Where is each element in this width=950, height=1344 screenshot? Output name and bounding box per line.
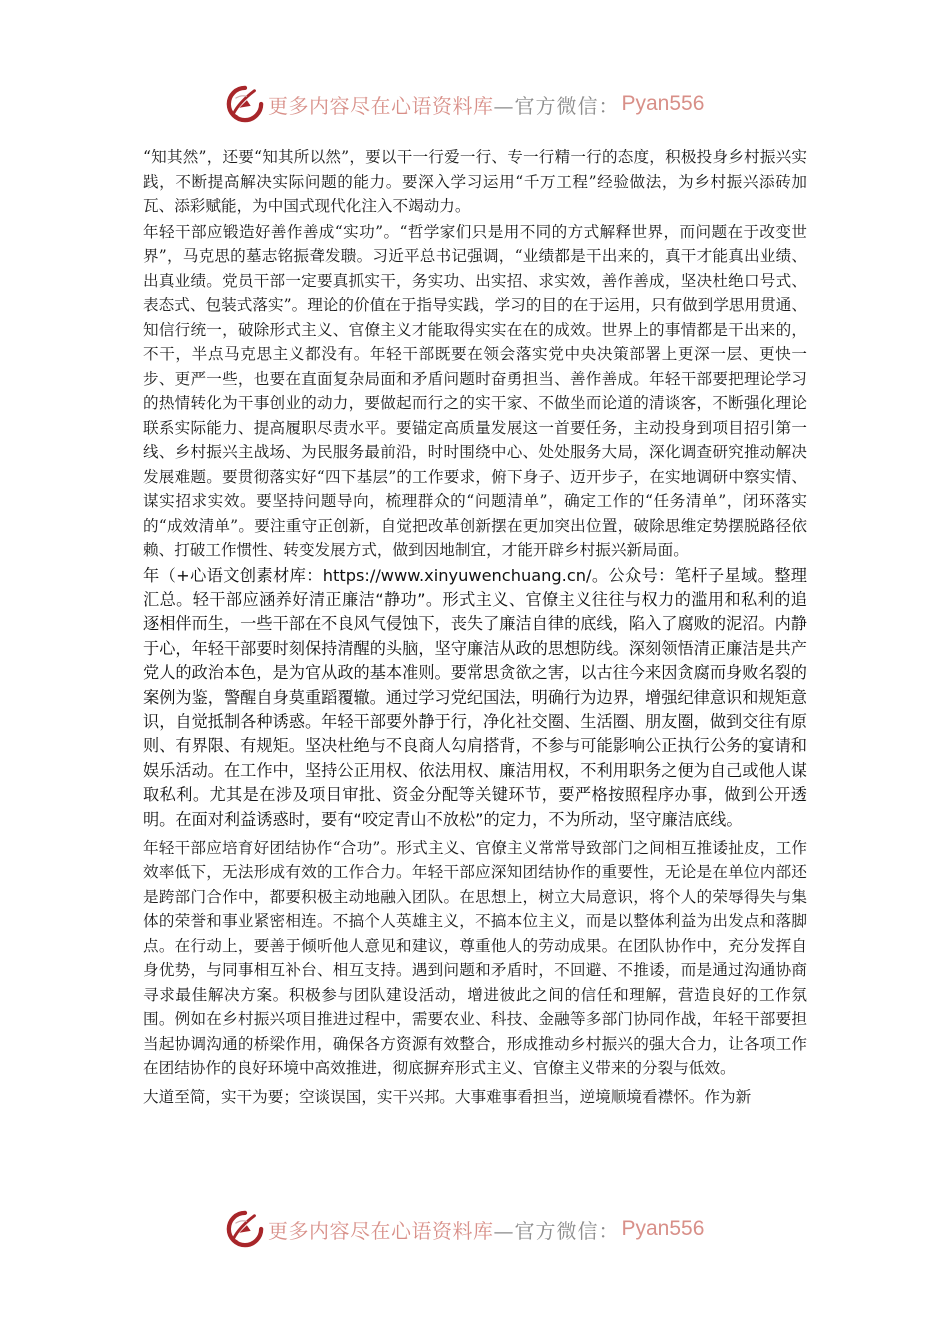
watermark-wechat-label: —官方微信： <box>493 1218 620 1243</box>
watermark-wechat-label: —官方微信： <box>493 93 620 118</box>
document-body <box>143 145 807 1109</box>
footer-watermark <box>226 1207 726 1251</box>
paragraph-zhiqiran: “知其然”，还要“知其所以然”，要以干一行爱一行、专一行精一行的态度，积极投身乡村振兴实践，不断提高解决实际问题的能力。要深入学习运用“千万工程”经验做法，为乡村振兴添砖加瓦、添彩赋能，为中国式现代化注入不竭动力。 <box>143 148 807 215</box>
watermark-library-text: 更多内容尽在心语资料库 <box>268 1218 494 1243</box>
watermark-wechat-id: Pyan556 <box>621 92 705 115</box>
paragraph-shigong: 年轻干部应锻造好善作善成“实功”。“哲学家们只是用不同的方式解释世界，而问题在于改变世界”，马克思的墓志铭振聋发聩。习近平总书记强调，“业绩都是干出来的，真干才能真出业绩、出真业绩。党员干部一定要真抓实干，务实功、出实招、求实效，善作善成，坚决杜绝口号式、表态式、包装式落实”。理论的价值在于指导实践，学习的目的在于运用，只有做到学思用贯通、知信行统一，破除形式主义、官僚主义才能取得实实在在的成效。世界上的事情都是干出来的，不干，半点马克思主义都没有。年轻干部既要在领会落实党中央决策部署上更深一层、更快一步、更严一些，也要在直面复杂局面和矛盾问题时奋勇担当、善作善成。年轻干部要把理论学习的热情转化为干事创业的动力，要做起而行之的实干家、不做坐而论道的清谈客，不断强化理论联系实际能力、提高履职尽责水平。要锚定高质量发展这一首要任务，主动投身到项目招引第一线、乡村振兴主战场、为民服务最前沿，时时围绕中心、处处服务大局，深化调查研究推动解决发展难题。要贯彻落实好“四下基层”的工作要求，俯下身子、迈开步子，在实地调研中察实情、谋实招求实效。要坚持问题导向，梳理群众的“问题清单”，确定工作的“任务清单”，闭环落实的“成效清单”。要注重守正创新，自觉把改革创新摆在更加突出位置，破除思维定势摆脱路径依赖、打破工作惯性、转变发展方式，做到因地制宜，才能开辟乡村振兴新局面。 <box>143 222 807 559</box>
paragraph-jinggong: 年（+心语文创素材库：https://www.xinyuwenchuang.cn/。公众号：笔杆子星域。整理汇总。轻干部应涵养好清正廉洁“静功”。形式主义、官僚主义往往与权力的滥用和私利的追逐相伴而生，一些干部在不良风气侵蚀下，丧失了廉洁自律的底线，陷入了腐败的泥沼。内静于心，年轻干部要时刻保持清醒的头脑，坚守廉洁从政的思想防线。深刻领悟清正廉洁是共产党人的政治本色，是为官从政的基本准则。要常思贪欲之害，以古往今来因贪腐而身败名裂的案例为鉴，警醒自身莫重蹈覆辙。通过学习党纪国法，明确行为边界，增强纪律意识和规矩意识，自觉抵制各种诱惑。年轻干部要外静于行，净化社交圈、生活圈、朋友圈，做到交往有原则、有界限、有规矩。坚决杜绝与不良商人勾肩搭背，不参与可能影响公正执行公务的宴请和娱乐活动。在工作中，坚持公正用权、依法用权、廉洁用权，不利用职务之便为自己或他人谋取私利。尤其是在涉及项目审批、资金分配等关键环节，要严格按照程序办事，做到公开透明。在面对利益诱惑时，要有“咬定青山不放松”的定力，不为所动，坚守廉洁底线。 <box>143 565 807 829</box>
quill-pen-circle-icon <box>226 1210 264 1248</box>
paragraph-hegong: 年轻干部应培育好团结协作“合功”。形式主义、官僚主义常常导致部门之间相互推诿扯皮，工作效率低下，无法形成有效的工作合力。年轻干部应深知团结协作的重要性，无论是在单位内部还是跨部门合作中，都要积极主动地融入团队。在思想上，树立大局意识，将个人的荣辱得失与集体的荣誉和事业紧密相连。不搞个人英雄主义，不搞本位主义，而是以整体利益为出发点和落脚点。在行动上，要善于倾听他人意见和建议，尊重他人的劳动成果。在团队协作中，充分发挥自身优势，与同事相互补台、相互支持。遇到问题和矛盾时，不回避、不推诿，而是通过沟通协商寻求最佳解决方案。积极参与团队建设活动，增进彼此之间的信任和理解，营造良好的工作氛围。例如在乡村振兴项目推进过程中，需要农业、科技、金融等多部门协同作战，年轻干部要担当起协调沟通的桥梁作用，确保各方资源有效整合，形成推动乡村振兴的强大合力，让各项工作在团结协作的良好环境中高效推进，彻底摒弃形式主义、官僚主义带来的分裂与低效。 <box>143 838 807 1078</box>
watermark-library-text: 更多内容尽在心语资料库 <box>268 93 494 118</box>
paragraph-conclusion: 大道至简，实干为要；空谈误国，实干兴邦。大事难事看担当，逆境顺境看襟怀。作为新 <box>143 1087 752 1106</box>
header-watermark <box>226 82 726 126</box>
quill-pen-circle-icon <box>226 85 264 123</box>
watermark-wechat-id: Pyan556 <box>621 1217 705 1240</box>
